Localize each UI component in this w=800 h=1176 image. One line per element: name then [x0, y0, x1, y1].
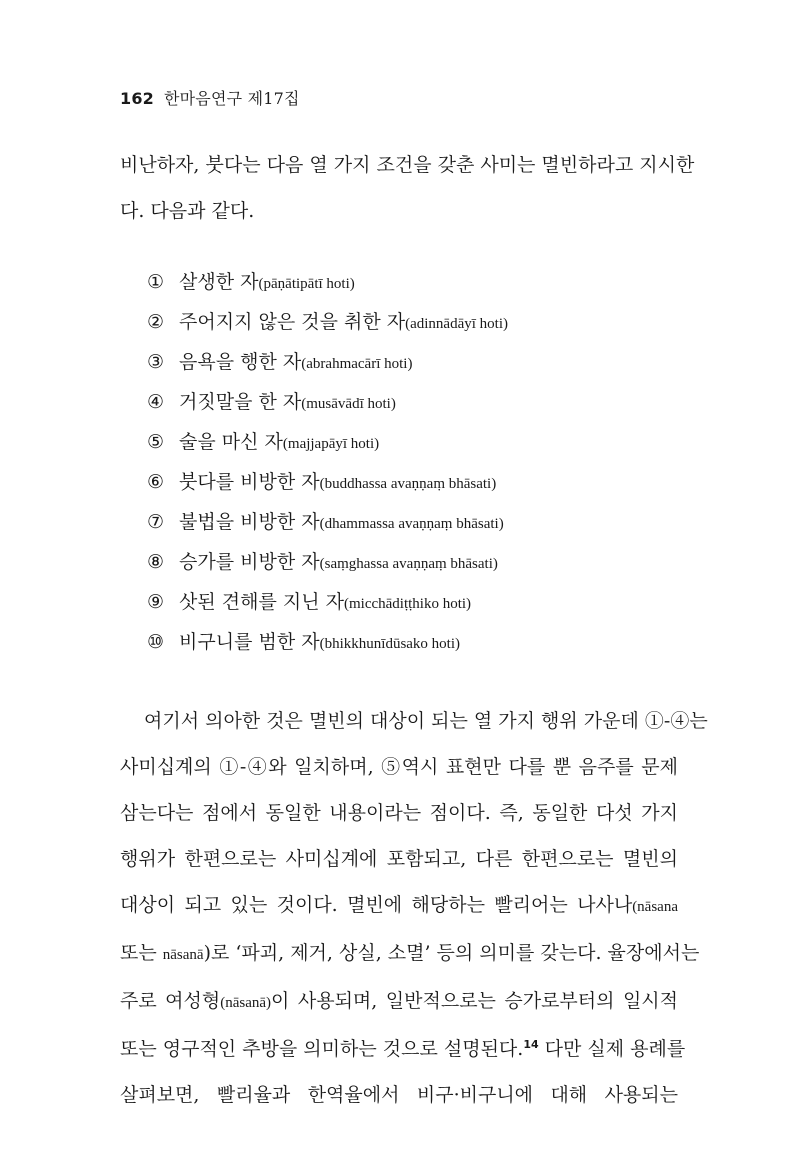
item-number: ⑤	[147, 431, 165, 453]
item-number: ③	[147, 351, 165, 373]
list-item	[147, 462, 508, 502]
item-pali: (abrahmacārī hoti)	[301, 356, 413, 372]
pali-term: (nāsanā)	[220, 995, 272, 1011]
paragraph-text: 이 사용되며, 일반적으로는 승가로부터의 일시적	[271, 990, 679, 1012]
paragraph-line	[120, 930, 700, 978]
item-pali: (musāvādī hoti)	[301, 396, 396, 412]
item-number: ⑥	[147, 471, 165, 493]
list-item	[147, 502, 508, 542]
list-item	[147, 622, 508, 662]
item-korean: 붓다를 비방한 자	[179, 471, 320, 493]
body-paragraph	[120, 698, 708, 1118]
paragraph-text: 다만 실제 용례를	[538, 1038, 686, 1060]
paragraph-text: 주로 여성형	[120, 990, 221, 1012]
condition-list	[147, 262, 508, 662]
intro-line: 비난하자, 붓다는 다음 열 가지 조건을 갖춘 사미는 멸빈하라고 지시한	[120, 154, 695, 176]
list-item	[147, 422, 508, 462]
pali-term: (nāsana	[632, 899, 678, 915]
intro-line: 다. 다음과 같다.	[120, 200, 255, 222]
item-number: ⑦	[147, 511, 165, 533]
paragraph-line	[120, 978, 678, 1026]
item-number: ⑨	[147, 591, 165, 613]
item-pali: (micchādiṭṭhiko hoti)	[344, 596, 472, 612]
item-korean: 불법을 비방한 자	[179, 511, 320, 533]
item-korean: 술을 마신 자	[179, 431, 283, 453]
item-pali: (saṃghassa avaṇṇaṃ bhāsati)	[319, 556, 498, 572]
item-pali: (pāṇātipātī hoti)	[258, 276, 355, 292]
paragraph-line	[120, 882, 678, 930]
paragraph-text: 대상이 되고 있는 것이다. 멸빈에 해당하는 빨리어는 나사나	[120, 894, 633, 916]
intro-paragraph	[120, 142, 695, 234]
paragraph-line: 살펴보면, 빨리율과 한역율에서 비구·비구니에 대해 사용되는	[120, 1084, 678, 1106]
footnote-marker[interactable]: 14	[523, 1038, 539, 1051]
paragraph-text: )로 ‘파괴, 제거, 상실, 소멸’ 등의 의미를 갖는다. 율장에서는	[203, 942, 700, 964]
journal-title: 한마음연구 제17집	[164, 89, 300, 108]
item-korean: 음욕을 행한 자	[179, 351, 302, 373]
list-item	[147, 342, 508, 382]
item-korean: 살생한 자	[179, 271, 259, 293]
paragraph-line: 삼는다는 점에서 동일한 내용이라는 점이다. 즉, 동일한 다섯 가지	[120, 802, 678, 824]
item-pali: (bhikkhunīdūsako hoti)	[319, 636, 461, 652]
list-item	[147, 382, 508, 422]
paragraph-line	[120, 1026, 686, 1072]
paragraph-line: 행위가 한편으로는 사미십계에 포함되고, 다른 한편으로는 멸빈의	[120, 848, 678, 870]
list-item	[147, 262, 508, 302]
paragraph-line: 여기서 의아한 것은 멸빈의 대상이 되는 열 가지 행위 가운데 ①-④는	[144, 710, 708, 732]
item-korean: 삿된 견해를 지닌 자	[179, 591, 344, 613]
running-head	[120, 86, 300, 109]
page-number: 162	[120, 89, 154, 108]
paragraph-text: 또는	[120, 942, 163, 964]
item-korean: 승가를 비방한 자	[179, 551, 320, 573]
paragraph-text: 또는 영구적인 추방을 의미하는 것으로 설명된다.	[120, 1038, 524, 1060]
item-pali: (dhammassa avaṇṇaṃ bhāsati)	[319, 516, 504, 532]
list-item	[147, 582, 508, 622]
item-pali: (buddhassa avaṇṇaṃ bhāsati)	[319, 476, 497, 492]
paragraph-line: 사미십계의 ①-④와 일치하며, ⑤역시 표현만 다를 뿐 음주를 문제	[120, 756, 678, 778]
item-number: ①	[147, 271, 165, 293]
item-number: ⑩	[147, 631, 165, 653]
list-item	[147, 302, 508, 342]
item-korean: 거짓말을 한 자	[179, 391, 302, 413]
item-number: ④	[147, 391, 165, 413]
item-number: ⑧	[147, 551, 165, 573]
item-korean: 비구니를 범한 자	[179, 631, 320, 653]
list-item	[147, 542, 508, 582]
item-pali: (majjapāyī hoti)	[282, 436, 380, 452]
pali-term: nāsanā	[162, 947, 204, 963]
item-number: ②	[147, 311, 165, 333]
item-pali: (adinnādāyī hoti)	[405, 316, 508, 332]
item-korean: 주어지지 않은 것을 취한 자	[179, 311, 406, 333]
